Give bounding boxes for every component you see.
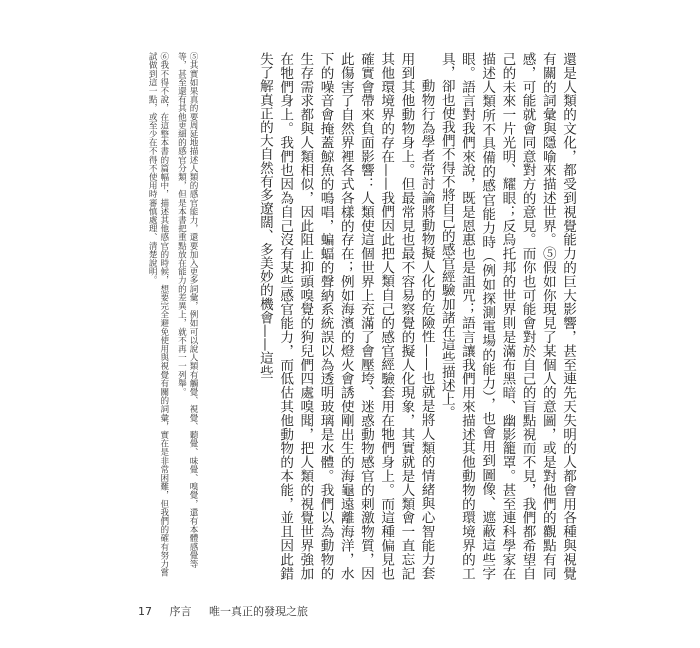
page-footer	[138, 603, 322, 619]
running-title: 唯一真正的發現之旅	[209, 605, 308, 618]
page-number: 17	[138, 605, 152, 618]
footnotes	[140, 52, 198, 580]
paragraph-1: 還是人類的文化，都受到視覺能力的巨大影響，甚至連先天失明的人都會用各種與視覺有關的詞彙與隱喻來描述世界。⑤假如你現見了某個人的意圖，或是對他們的觀點有同感，可能就會同意對方的意見。而你也可能會對於自己的盲點視而不見，我們都希望自己的未來一片光明、耀眼；反烏托邦的世界則是滿布黑暗、幽影籠罩。甚至連科學家在描述人類所不具備的感官能力時（例如探測電場的能力），也會用到圖像、遮蔽這些字眼。語言對我們來說，既是恩惠也是詛咒；語言讓我們用來描述其他動物的環境界的工具，卻也使我們不得不將自己的感官經驗加諸在這些描述上。	[438, 52, 576, 580]
footnote-6: ⑥我不得不說，在這整本書的篇幅中，描述其他感官的時候，想要完全避免使用與視覺有關的詞彙，實在是非常困難，但我們的確有努力嘗試做到這一點，或至少在不得不使用時審慎處理、清楚說明。	[147, 52, 169, 577]
paragraph-2: 動物行為學者常討論將動物擬人化的危險性——也就是將人類的情緒與心智能力套用到其他動物身上。但最常見也最不容易察覺的擬人化現象，其實就是人類會一直忘記其他環境界的存在——我們因此把人類自己的感官經驗套用在牠們身上。而這種偏見也確實會帶來負面影響：人類使這個世界上充滿了會壓垮、迷惑動物感官的刺激物質，因此傷害了自然界裡各式各樣的存在；例如海濱的燈火會誘使剛出生的海龜遠離海洋，水下的噪音會掩蓋鯨魚的鳴唱，蝙蝠的聲納系統誤以為透明玻璃是水體。我們以為動物的生存需求都與人類相似，因此阻止抑頭嗅覺的狗兒們四處嗅聞，把人類的視覺世界強加在牠們身上。我們也因為自己沒有某些感官能力，而低估其他動物的本能，並且因此錯失了解真正的大自然有多遼闊、多美妙的機會——這些	[256, 52, 435, 580]
footnote-5: ⑤其實如果真的要周延地描述人類的感官能力，還要加入更多詞彙，例如可以說人類有觸覺、視覺、聽覺、味覺、嗅覺，還有本體感覺等等，甚至還有其他更細的感官分類，但是本書把重點放在能力的差異上，就不再一一列舉。	[176, 52, 198, 568]
main-text-block	[138, 52, 578, 580]
section-label: 序言	[169, 605, 192, 618]
